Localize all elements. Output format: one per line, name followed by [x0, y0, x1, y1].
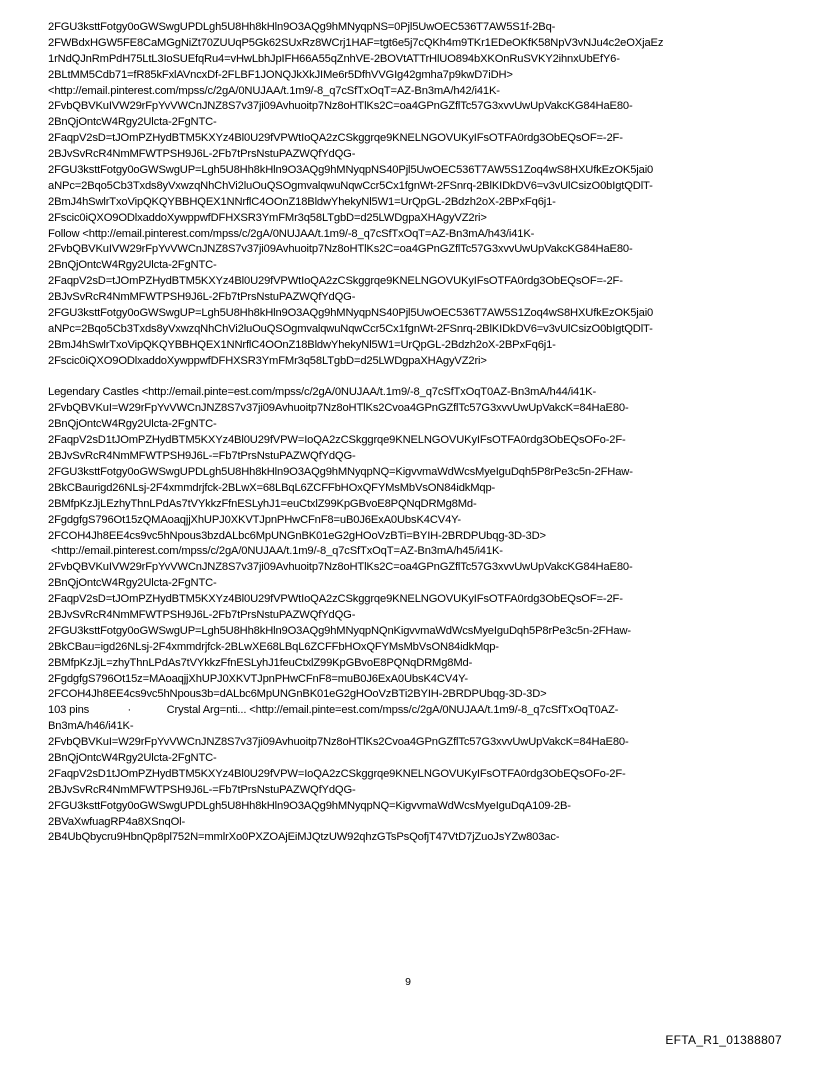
text-line: 2BnQjOntcW4Rgy2Ulcta-2FgNTC- — [48, 116, 217, 129]
text-line: 2FvbQBVKuI=W29rFpYvVWCnJNZ8S7v37ji09Avhuoitp7Nz8oHTlKs2Cvoa4GPnGZflTc57G3xvvUwUpVakcK=84HaE80- — [48, 402, 629, 415]
text-line: Legendary Castles <http://email.pinte=est.com/mpss/c/2gA/0NUJAA/t.1m9/-8_q7cSfTxOqT0AZ-Bn3mA/h44/i41K- — [48, 386, 597, 399]
text-line: 2FaqpV2sD1tJOmPZHydBTM5KXYz4Bl0U29fVPW=IoQA2zCSkggrqe9KNELNGOVUKyIFsOTFA0rdg3ObEQsOFo-2F- — [48, 767, 626, 780]
text-line: 2B4UbQbycru9HbnQp8pl752N=mmlrXo0PXZOAjEiMJQtzUW92qhzGTsPsQofjT47VtD7jZuoJsYZw803ac- — [48, 831, 560, 844]
text-line: 2BkCBaurigd26NLsj-2F4xmmdrjfck-2BLwX=68LBqL6ZCFFbHOxQFYMsMbVsON84idkMqp- — [48, 481, 496, 494]
text-line: 2BLtMM5Cdb71=fR85kFxlAVncxDf-2FLBF1JONQJkXkJIMe6r5DfhVVGIg42gmha7p9kwD7iDH> — [48, 68, 513, 81]
text-line: aNPc=2Bqo5Cb3Txds8yVxwzqNhChVi2luOuQSOgmvalqwuNqwCcr5Cx1fgnWt-2FSnrq-2BlKIDkDV6=v3vUlCsizO0bIgtQDlT- — [48, 179, 653, 192]
text-line: 2FvbQBVKuIVW29rFpYvVWCnJNZ8S7v37ji09Avhuoitp7Nz8oHTlKs2C=oa4GPnGZflTc57G3xvvUwUpVakcKG84HaE80- — [48, 561, 633, 574]
text-line: 2Fscic0iQXO9ODlxaddoXywppwfDFHXSR3YmFMr3q58LTgbD=d25LWDgpaXHAgyVZ2ri> — [48, 211, 487, 224]
text-line: 2FGU3ksttFotgy0oGWSwgUPDLgh5U8Hh8kHln9O3AQg9hMNyqpNQ=KigvvmaWdWcsMyeIguDqA109-2B- — [48, 799, 571, 812]
text-line: 2FvbQBVKuIVW29rFpYvVWCnJNZ8S7v37ji09Avhuoitp7Nz8oHTlKs2C=oa4GPnGZflTc57G3xvvUwUpVakcKG84HaE80- — [48, 100, 633, 113]
text-line: <http://email.pinterest.com/mpss/c/2gA/0NUJAA/t.1m9/-8_q7cSfTxOqT=AZ-Bn3mA/h45/i41K- — [48, 545, 503, 558]
text-line: 2BJvSvRcR4NmMFWTPSH9J6L-2Fb7tPrsNstuPAZWQfYdQG- — [48, 148, 356, 161]
text-line: 2BJvSvRcR4NmMFWTPSH9J6L-2Fb7tPrsNstuPAZWQfYdQG- — [48, 291, 356, 304]
text-line: 2BMfpKzJjLEzhyThnLPdAs7tVYkkzFfnESLyhJ1=euCtxlZ99KpGBvoE8PQNqDRMg8Md- — [48, 497, 477, 510]
text-line: 2BMfpKzJjL=zhyThnLPdAs7tVYkkzFfnESLyhJ1feuCtxlZ99KpGBvoE8PQNqDRMg8Md- — [48, 656, 473, 669]
text-line: 103 pins · Crystal Arg=nti... <http://email.pinte=est.com/mpss/c/2gA/0NUJAA/t.1m9/-8_q7cSfTxOqT0AZ- — [48, 704, 619, 717]
text-line: 2FaqpV2sD1tJOmPZHydBTM5KXYz4Bl0U29fVPW=IoQA2zCSkggrqe9KNELNGOVUKyIFsOTFA0rdg3ObEQsOFo-2F- — [48, 434, 626, 447]
text-line: 2FGU3ksttFotgy0oGWSwgUPDLgh5U8Hh8kHln9O3AQg9hMNyqpNS=0Pjl5UwOEC536T7AW5S1f-2Bq- — [48, 21, 556, 33]
text-line: 2FgdgfgS796Ot15zQMAoaqjjXhUPJ0XKVTJpnPHwCFnF8=uB0J6ExA0UbsK4CV4Y- — [48, 513, 462, 526]
bates-number: EFTA_R1_01388807 — [665, 1033, 782, 1047]
text-line: 2FaqpV2sD=tJOmPZHydBTM5KXYz4Bl0U29fVPWtIoQA2zCSkggrqe9KNELNGOVUKyIFsOTFA0rdg3ObEQsOF=-2F- — [48, 593, 623, 606]
text-line: 2BmJ4hSwlrTxoVipQKQYBBHQEX1NNrflC4OOnZ18BldwYhekyNl5W1=UrQpGL-2Bdzh2oX-2BPxFq6j1- — [48, 338, 556, 351]
text-line: 2FGU3ksttFotgy0oGWSwgUP=Lgh5U8Hh8kHln9O3AQg9hMNyqpNQnKigvvmaWdWcsMyeIguDqh5P8rPe3c5n-2FHaw- — [48, 624, 631, 637]
text-line: 2BkCBau=igd26NLsj-2F4xmmdrjfck-2BLwXE68LBqL6ZCFFbHOxQFYMsMbVsON84idkMqp- — [48, 640, 499, 653]
text-line: 2FGU3ksttFotgy0oGWSwgUP=Lgh5U8Hh8kHln9O3AQg9hMNyqpNS40Pjl5UwOEC536T7AW5S1Zoq4wS8HXUfkEzOK5jai0 — [48, 164, 654, 177]
text-line: 2FvbQBVKuIVW29rFpYvVWCnJNZ8S7v37ji09Avhuoitp7Nz8oHTlKs2C=oa4GPnGZflTc57G3xvvUwUpVakcKG84HaE80- — [48, 243, 633, 256]
text-line: 2BnQjOntcW4Rgy2Ulcta-2FgNTC- — [48, 418, 217, 431]
text-line: aNPc=2Bqo5Cb3Txds8yVxwzqNhChVi2luOuQSOgmvalqwuNqwCcr5Cx1fgnWt-2FSnrq-2BlKIDkDV6=v3vUlCsizO0bIgtQDlT- — [48, 322, 653, 335]
text-line: 2BnQjOntcW4Rgy2Ulcta-2FgNTC- — [48, 259, 217, 272]
text-line: 2BmJ4hSwlrTxoVipQKQYBBHQEX1NNrflC4OOnZ18BldwYhekyNl5W1=UrQpGL-2Bdzh2oX-2BPxFq6j1- — [48, 195, 556, 208]
document-body — [48, 20, 778, 846]
text-line: 2FaqpV2sD=tJOmPZHydBTM5KXYz4Bl0U29fVPWtIoQA2zCSkggrqe9KNELNGOVUKyIFsOTFA0rdg3ObEQsOF=-2F- — [48, 132, 623, 145]
text-line: 2FgdgfgS796Ot15z=MAoaqjjXhUPJ0XKVTJpnPHwCFnF8=muB0J6ExA0UbsK4CV4Y- — [48, 672, 469, 685]
text-line: 1rNdQJnRmPdH75LtL3IoSUEfqRu4=vHwLbhJpIFH66A55qZnhVE-2BOVtATTrHlUO894bXKOnRuSVKY2ihnxUbEfY6- — [48, 52, 620, 65]
text-line: 2BJvSvRcR4NmMFWTPSH9J6L-=Fb7tPrsNstuPAZWQfYdQG- — [48, 450, 356, 463]
text-line — [48, 370, 778, 386]
text-line: 2BVaXwfuagRP4a8XSnqOl- — [48, 815, 186, 828]
text-line: 2FCOH4Jh8EE4cs9vc5hNpous3bzdALbc6MpUNGnBK01eG2gHOoVzBTi=BYIH-2BRDPUbqg-3D-3D> — [48, 529, 546, 542]
text-line: 2BnQjOntcW4Rgy2Ulcta-2FgNTC- — [48, 751, 217, 764]
text-line: 2FGU3ksttFotgy0oGWSwgUPDLgh5U8Hh8kHln9O3AQg9hMNyqpNQ=KigvvmaWdWcsMyeIguDqh5P8rPe3c5n-2FHaw- — [48, 465, 633, 478]
text-line: Bn3mA/h46/i41K- — [48, 720, 134, 733]
text-line: 2BJvSvRcR4NmMFWTPSH9J6L-=Fb7tPrsNstuPAZWQfYdQG- — [48, 783, 356, 796]
text-line: <http://email.pinterest.com/mpss/c/2gA/0NUJAA/t.1m9/-8_q7cSfTxOqT=AZ-Bn3mA/h42/i41K- — [48, 84, 500, 97]
text-line: 2BnQjOntcW4Rgy2Ulcta-2FgNTC- — [48, 577, 217, 590]
text-line: 2FvbQBVKuI=W29rFpYvVWCnJNZ8S7v37ji09Avhuoitp7Nz8oHTlKs2Cvoa4GPnGZflTc57G3xvvUwUpVakcK=84HaE80- — [48, 736, 629, 749]
text-line: Follow <http://email.pinterest.com/mpss/c/2gA/0NUJAA/t.1m9/-8_q7cSfTxOqT=AZ-Bn3mA/h43/i41K- — [48, 227, 535, 240]
text-line: 2FWBdxHGW5FE8CaMGgNiZt70ZUUqP5Gk62SUxRz8WCrj1HAF=tgt6e5j7cQKh4m9TKr1EDeOKfK58NpV3vNJu4c2eOXjaEz — [48, 36, 664, 49]
page-number: 9 — [405, 976, 411, 988]
text-line: 2FCOH4Jh8EE4cs9vc5hNpous3b=dALbc6MpUNGnBK01eG2gHOoVzBTi2BYIH-2BRDPUbqg-3D-3D> — [48, 688, 547, 701]
text-line: 2FaqpV2sD=tJOmPZHydBTM5KXYz4Bl0U29fVPWtIoQA2zCSkggrqe9KNELNGOVUKyIFsOTFA0rdg3ObEQsOF=-2F- — [48, 275, 623, 288]
text-line: 2FGU3ksttFotgy0oGWSwgUP=Lgh5U8Hh8kHln9O3AQg9hMNyqpNS40Pjl5UwOEC536T7AW5S1Zoq4wS8HXUfkEzOK5jai0 — [48, 307, 654, 320]
text-line: 2Fscic0iQXO9ODlxaddoXywppwfDFHXSR3YmFMr3q58LTgbD=d25LWDgpaXHAgyVZ2ri> — [48, 354, 487, 367]
text-line: 2BJvSvRcR4NmMFWTPSH9J6L-2Fb7tPrsNstuPAZWQfYdQG- — [48, 608, 356, 621]
